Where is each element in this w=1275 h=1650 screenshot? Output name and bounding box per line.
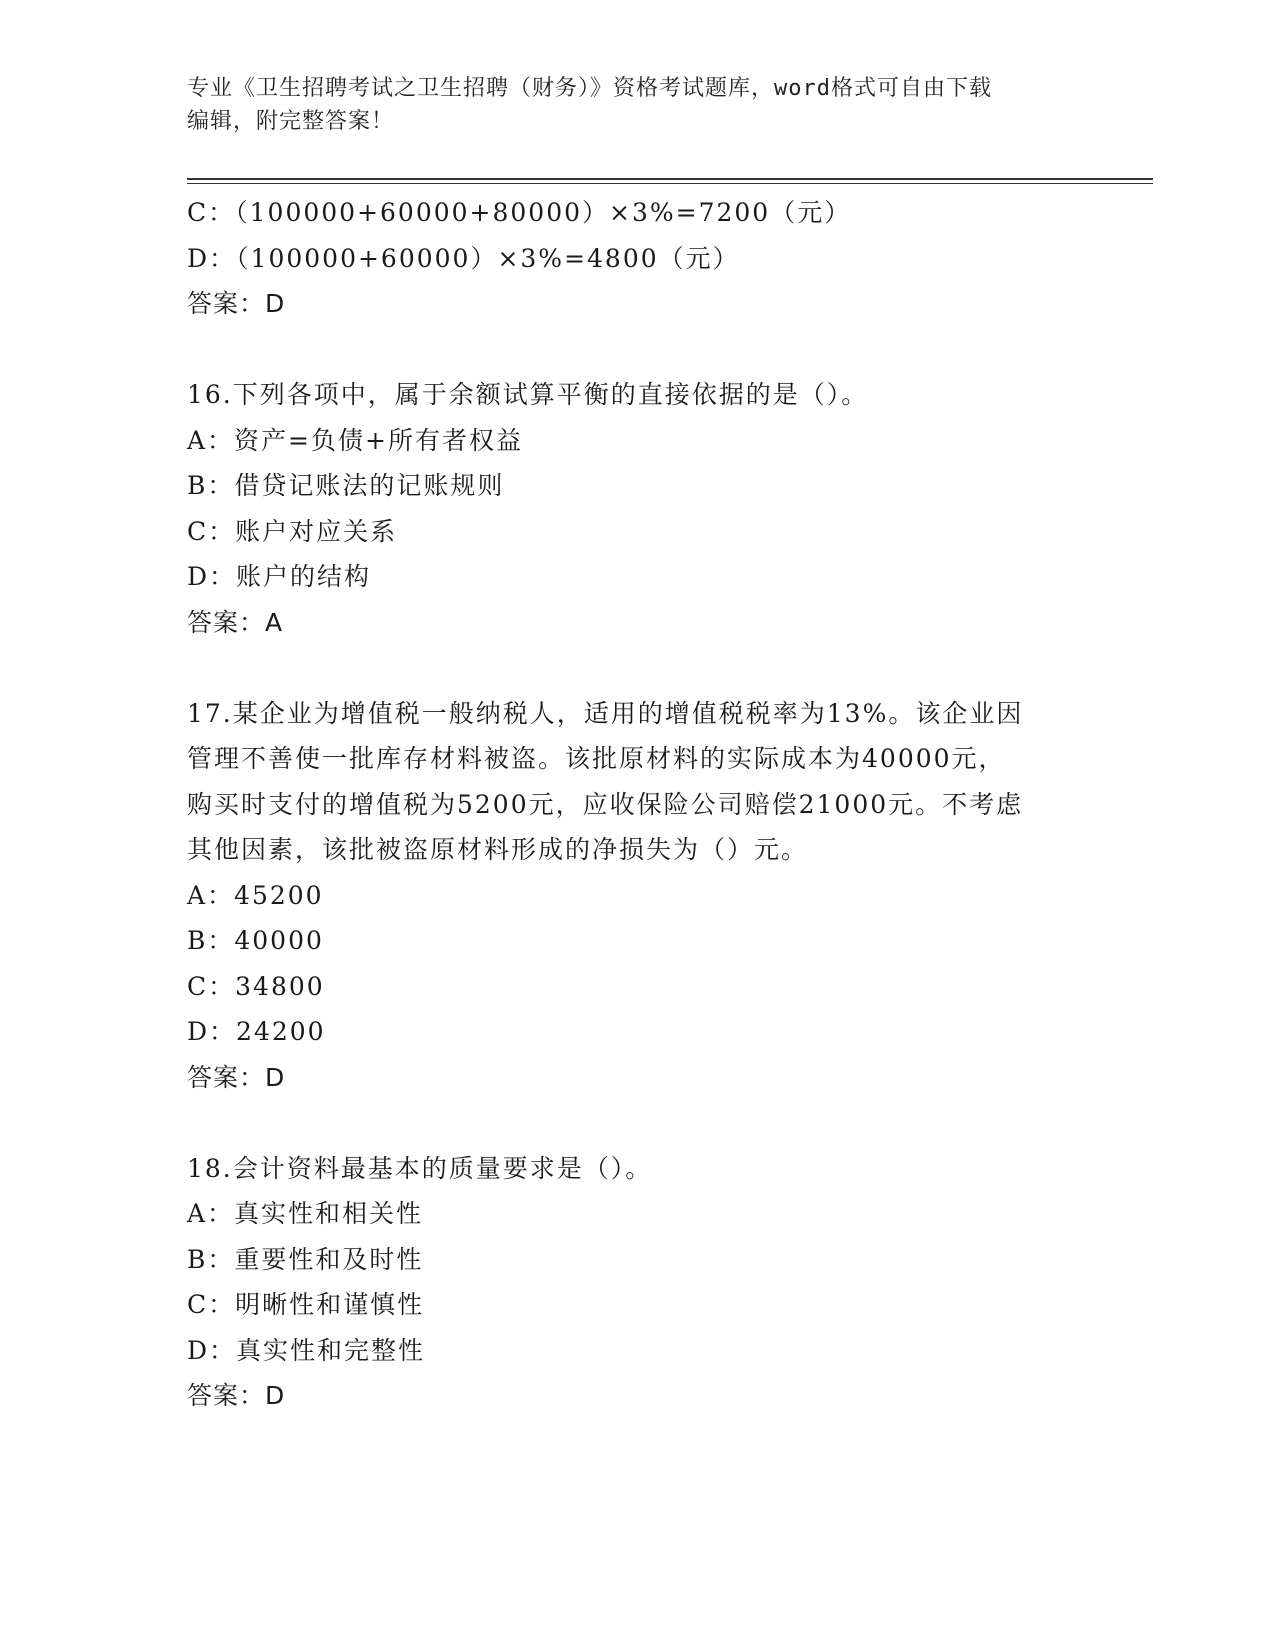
option-b: B：40000: [187, 926, 324, 955]
option-b: B：重要性和及时性: [187, 1244, 424, 1274]
question-16: [187, 372, 1087, 645]
document-header: [187, 72, 1067, 138]
answer-line: 答案：D: [187, 1381, 286, 1410]
option-c: C：账户对应关系: [187, 516, 398, 546]
option-c: C：34800: [187, 971, 325, 1001]
header-divider-thick: [187, 178, 1153, 180]
option-d: D：（100000+60000）×3%=4800（元）: [187, 243, 740, 273]
header-divider-thin: [187, 183, 1153, 184]
answer-line: 答案：A: [187, 607, 284, 637]
spacer: [187, 1100, 1087, 1146]
option-a: A：45200: [187, 880, 324, 910]
question-stem: 16.下列各项中，属于余额试算平衡的直接依据的是（）。: [187, 380, 869, 409]
answer-line: 答案：D: [187, 1062, 286, 1092]
question-18: [187, 1146, 1087, 1419]
question-stem-line-3: 购买时支付的增值税为5200元，应收保险公司赔偿21000元。不考虑: [187, 789, 1024, 819]
header-line-1: 专业《卫生招聘考试之卫生招聘（财务）》资格考试题库，word格式可自由下载: [187, 76, 992, 101]
option-b: B：借贷记账法的记账规则: [187, 471, 505, 500]
option-c: C：明晰性和谨慎性: [187, 1290, 425, 1319]
option-d: D：真实性和完整性: [187, 1335, 426, 1365]
question-15-tail: [187, 190, 1087, 327]
header-line-2: 编辑，附完整答案！: [187, 109, 395, 134]
question-17: [187, 691, 1087, 1101]
question-stem: 18.会计资料最基本的质量要求是（）。: [187, 1153, 653, 1183]
answer-line: 答案：D: [187, 289, 286, 318]
question-stem-line-1: 17.某企业为增值税一般纳税人，适用的增值税税率为13%。该企业因: [187, 698, 1024, 728]
option-d: D：账户的结构: [187, 562, 372, 591]
document-body: [187, 190, 1087, 1419]
option-a: A：真实性和相关性: [187, 1199, 424, 1228]
spacer: [187, 327, 1087, 373]
spacer: [187, 645, 1087, 691]
question-stem-line-4: 其他因素，该批被盗原材料形成的净损失为（）元。: [187, 835, 809, 864]
question-stem-line-2: 管理不善使一批库存材料被盗。该批原材料的实际成本为40000元，: [187, 744, 1006, 773]
option-d: D：24200: [187, 1017, 326, 1046]
option-a: A：资产=负债+所有者权益: [187, 425, 523, 455]
option-c: C：（100000+60000+80000）×3%=7200（元）: [187, 198, 852, 227]
